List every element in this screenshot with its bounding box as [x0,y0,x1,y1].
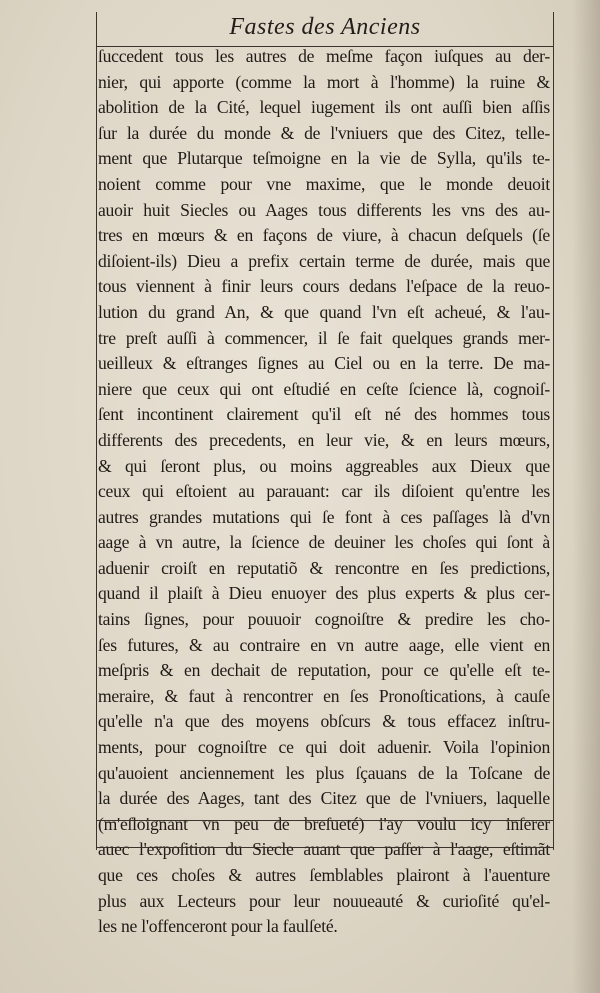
text-line: nier, qui apporte (comme la mort à l'homme) la ruine & [98,71,550,92]
text-line: ſur la durée du monde & de l'vniuers que des Citez, telle- [98,122,550,143]
text-line: & qui ſeront plus, ou moins aggreables aux Dieux que [98,455,550,476]
text-line: niere que ceux qui ont eſtudié en ceſte ſcience là, cognoiſ- [98,378,550,399]
text-line: tres en mœurs & en façons de viure, à chacun deſquels (ſe [98,225,550,246]
text-line: ueilleux & eſtranges ſignes au Ciel ou en la terre. De ma- [98,353,550,374]
text-line: autres grandes mutations qui ſe font à ces paſſages là d'vn [98,506,550,527]
text-line: ſes futures, & au contraire en vn autre aage, elle vient en [98,634,550,655]
text-line: ceux qui eſtoient au parauant: car ils diſoient qu'entre les [98,481,550,502]
text-line: tains ſignes, pour pouuoir cognoiſtre & predire les cho- [98,609,550,630]
text-line: (m'eſloignant vn peu de breſueté) i'ay voulu icy inſerer [98,813,550,834]
text-line: lution du grand An, & que quand l'vn eſt acheué, & l'au- [98,301,550,322]
text-line: meſpris & en dechait de reputation, pour ce qu'elle eſt te- [98,660,550,681]
text-line: plus aux Lecteurs pour leur nouueauté & curioſité qu'el- [98,890,550,911]
text-line: ments, pour cognoiſtre ce qui doit aduenir. Voila l'opinion [98,737,550,758]
text-line: noient comme pour vne maxime, que le monde deuoit [98,173,550,194]
text-line: tre preſt auſſi à commencer, il ſe fait quelques grands mer- [98,327,550,348]
body-text [98,44,550,940]
text-line: qu'elle n'a que des moyens obſcurs & tous effacez inſtru- [98,711,550,732]
text-line: aduenir croiſt en reputatiõ & rencontre en ſes predictions, [98,557,550,578]
footer-rule-top [96,820,554,821]
text-line: ſent incontinent clairement qu'il eſt né des hommes tous [98,404,550,425]
text-line: que ces choſes & autres ſemblables plairont à l'auenture [98,865,550,885]
text-line: abolition de la Cité, lequel iugement ils ont auſſi bien aſſis [98,97,550,118]
text-line: les ne l'offenceront pour la faulſeté. [98,916,338,937]
text-line: ment que Plutarque teſmoigne en la vie de Sylla, qu'ils te- [98,148,550,169]
text-line: quand il plaiſt à Dieu enuoyer des plus experts & plus cer- [98,583,550,604]
text-line: diſoient-ils) Dieu a prefix certain terme de durée, mais que [98,250,550,271]
text-line: meraire, & faut à rencontrer en ſes Pronoſtications, à cauſe [98,685,550,706]
text-line: ſuccedent tous les autres de meſme façon iuſques au der- [98,46,550,66]
text-line: auoir huit Siecles ou Aages tous differents les vns des au- [98,199,550,220]
running-head: Fastes des Anciens [229,14,421,40]
page-gutter-shadow [572,0,600,993]
text-line: differents des precedents, en leur vie, & en leurs mœurs, [98,429,550,450]
text-line: aage à vn autre, la ſcience de deuiner les choſes qui ſont à [98,532,550,553]
text-line: la durée des Aages, tant des Citez que de l'vniuers, laquelle [98,788,550,809]
footer-rule-bottom [96,847,554,848]
text-line: qu'auoient anciennement les plus ſçauans de la Toſcane de [98,762,550,783]
text-line: auec l'expoſition du Siecle auant que paſſer à l'aage, eſtimãt [98,839,550,860]
text-line: tous viennent à finir leurs cours dedans l'eſpace de la reuo- [98,276,550,297]
